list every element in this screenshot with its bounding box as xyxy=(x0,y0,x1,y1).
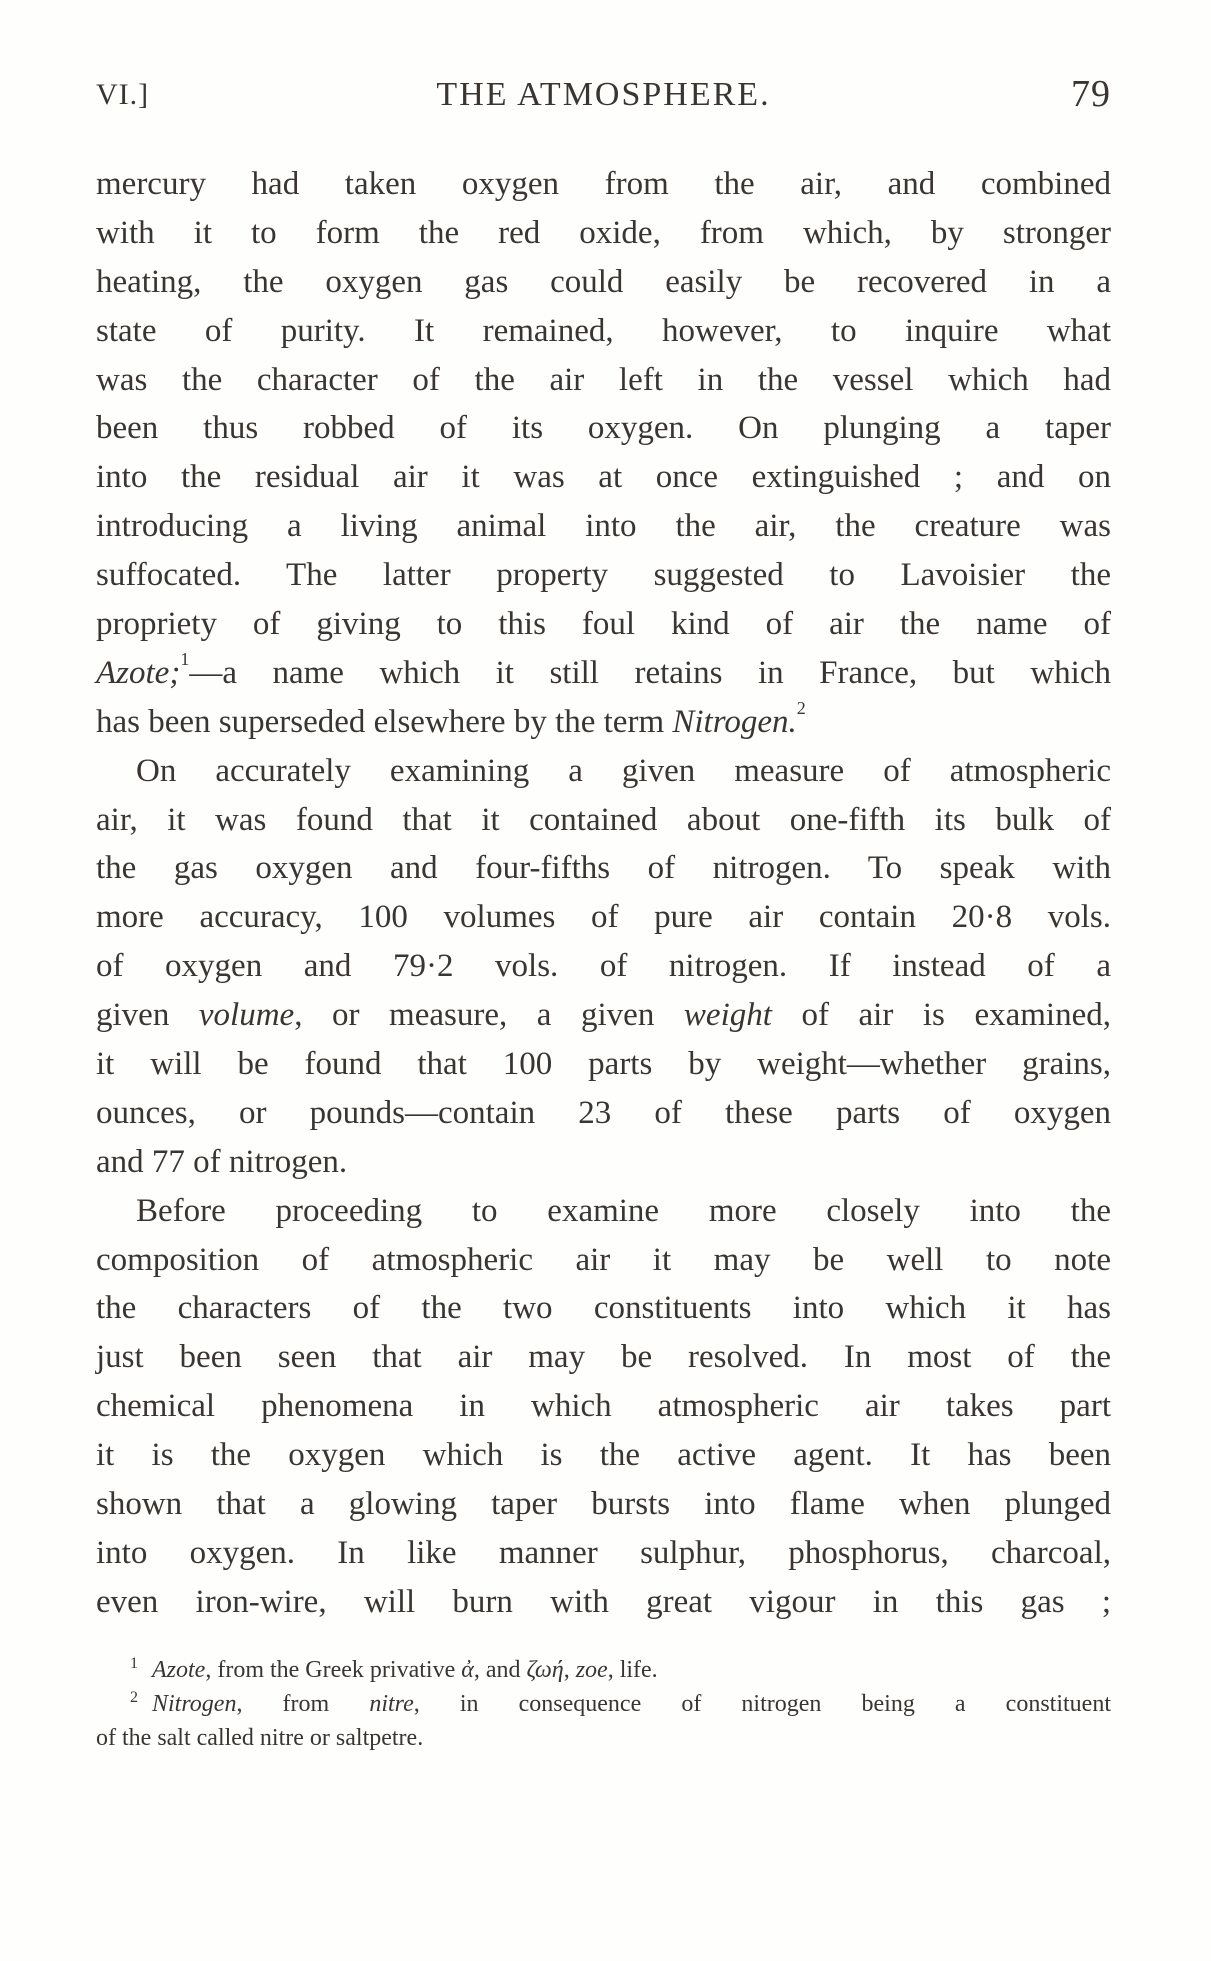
footnote-line xyxy=(96,1653,1111,1687)
text-segment: more accuracy, 100 volumes of pure air contain 20·8 vols. xyxy=(96,899,1111,936)
text-line xyxy=(96,1333,1111,1382)
text-line xyxy=(96,844,1111,893)
italic-text: ζωή xyxy=(526,1657,564,1683)
text-segment: of the salt called nitre or saltpetre. xyxy=(96,1725,424,1751)
text-segment: of air is examined, xyxy=(771,997,1111,1034)
text-segment: mercury had taken oxygen from the air, and combined xyxy=(96,166,1111,202)
text-line xyxy=(96,551,1111,600)
text-line xyxy=(96,600,1111,649)
text-line xyxy=(96,356,1111,405)
text-line xyxy=(96,1236,1111,1285)
text-segment: given xyxy=(96,997,199,1034)
text-segment: it will be found that 100 parts by weight—whether grains, xyxy=(96,1046,1111,1083)
footnote xyxy=(96,1653,1111,1687)
text-segment: , or measure, a given xyxy=(294,997,684,1034)
text-segment: , from the Greek privative xyxy=(205,1657,462,1683)
text-segment: , from xyxy=(236,1691,370,1717)
text-segment: chemical phenomena in which atmospheric air takes part xyxy=(96,1388,1111,1425)
text-line xyxy=(96,698,1111,747)
footnote-reference: 1 xyxy=(180,648,190,669)
text-segment: suffocated. The latter property suggested to Lavoisier the xyxy=(96,557,1111,594)
text-line xyxy=(96,1284,1111,1333)
text-segment: been thus robbed of its oxygen. On plunging a taper xyxy=(96,410,1111,447)
text-line xyxy=(96,1187,1111,1236)
body-text xyxy=(96,160,1111,1627)
text-line xyxy=(96,1382,1111,1431)
text-segment: , and xyxy=(473,1657,527,1683)
paragraph xyxy=(96,747,1111,1187)
italic-text: Nitrogen xyxy=(152,1691,237,1717)
text-line xyxy=(96,796,1111,845)
text-line xyxy=(96,404,1111,453)
chapter-number: VI.] xyxy=(96,78,150,111)
text-line xyxy=(96,1578,1111,1627)
text-segment: air, it was found that it contained about one-fifth its bulk of xyxy=(96,801,1111,838)
text-line xyxy=(96,160,1111,209)
footnote xyxy=(96,1687,1111,1755)
italic-text: volume xyxy=(198,997,295,1034)
text-segment: propriety of giving to this foul kind of air the name of xyxy=(96,606,1111,643)
text-segment: Before proceeding to examine more closely into the xyxy=(136,1192,1111,1229)
italic-text: nitre xyxy=(369,1691,414,1717)
paragraph xyxy=(96,1187,1111,1627)
text-line xyxy=(96,1040,1111,1089)
text-line xyxy=(96,1480,1111,1529)
italic-text: ἀ xyxy=(461,1657,474,1683)
text-line xyxy=(96,258,1111,307)
running-header xyxy=(96,72,1111,122)
text-segment: into oxygen. In like manner sulphur, phosphorus, charcoal, xyxy=(96,1534,1111,1571)
footnotes xyxy=(96,1653,1111,1755)
page-number: 79 xyxy=(1071,73,1111,115)
text-line xyxy=(96,502,1111,551)
text-line xyxy=(96,747,1111,796)
footnote-line xyxy=(96,1687,1111,1721)
paragraph xyxy=(96,160,1111,747)
text-line xyxy=(96,991,1111,1040)
text-segment: ounces, or pounds—contain 23 of these parts of oxygen xyxy=(96,1094,1111,1131)
text-segment: into the residual air it was at once extinguished ; and on xyxy=(96,459,1111,496)
text-segment: even iron-wire, will burn with great vigour in this gas ; xyxy=(96,1583,1111,1620)
text-line xyxy=(96,649,1111,698)
text-segment: composition of atmospheric air it may be well to note xyxy=(96,1241,1111,1278)
text-segment: of oxygen and 79·2 vols. of nitrogen. If instead of a xyxy=(96,948,1111,985)
text-segment: with it to form the red oxide, from which, by stronger xyxy=(96,214,1111,251)
text-line xyxy=(96,453,1111,502)
text-segment: , life. xyxy=(607,1657,658,1683)
text-segment: and 77 of nitrogen. xyxy=(96,1143,348,1180)
text-segment: the gas oxygen and four-fifths of nitrogen. To speak with xyxy=(96,850,1111,887)
running-title: THE ATMOSPHERE. xyxy=(436,76,771,113)
text-line xyxy=(96,1529,1111,1578)
footnote-mark: 2 xyxy=(130,1689,138,1706)
text-segment: , in consequence of nitrogen being a constituent xyxy=(413,1691,1111,1717)
footnote-mark: 1 xyxy=(130,1655,138,1672)
text-segment: , xyxy=(563,1657,576,1683)
text-segment: state of purity. It remained, however, to inquire what xyxy=(96,312,1111,349)
text-segment: —a name which it still retains in France, but which xyxy=(189,654,1111,691)
text-segment: heating, the oxygen gas could easily be recovered in a xyxy=(96,263,1111,300)
text-line xyxy=(96,307,1111,356)
text-segment: just been seen that air may be resolved. In most of the xyxy=(96,1339,1111,1376)
text-line xyxy=(96,1089,1111,1138)
footnote-line xyxy=(96,1721,1111,1755)
footnote-reference: 2 xyxy=(796,697,806,718)
text-segment: introducing a living animal into the air, the creature was xyxy=(96,508,1111,545)
italic-text: Azote xyxy=(152,1657,206,1683)
italic-text: Nitrogen. xyxy=(672,703,797,740)
text-line xyxy=(96,1431,1111,1480)
text-line xyxy=(96,209,1111,258)
text-segment: On accurately examining a given measure of atmospheric xyxy=(136,752,1111,789)
text-segment: it is the oxygen which is the active agent. It has been xyxy=(96,1437,1111,1474)
italic-text: weight xyxy=(683,997,772,1034)
text-line xyxy=(96,942,1111,991)
text-segment: shown that a glowing taper bursts into flame when plunged xyxy=(96,1486,1111,1523)
text-segment: the characters of the two constituents into which it has xyxy=(96,1290,1111,1327)
italic-text: zoe xyxy=(575,1657,608,1683)
text-segment: was the character of the air left in the vessel which had xyxy=(96,361,1111,398)
text-line xyxy=(96,1138,1111,1187)
text-line xyxy=(96,893,1111,942)
text-segment: has been superseded elsewhere by the term xyxy=(96,703,673,740)
italic-text: Azote; xyxy=(96,654,181,691)
